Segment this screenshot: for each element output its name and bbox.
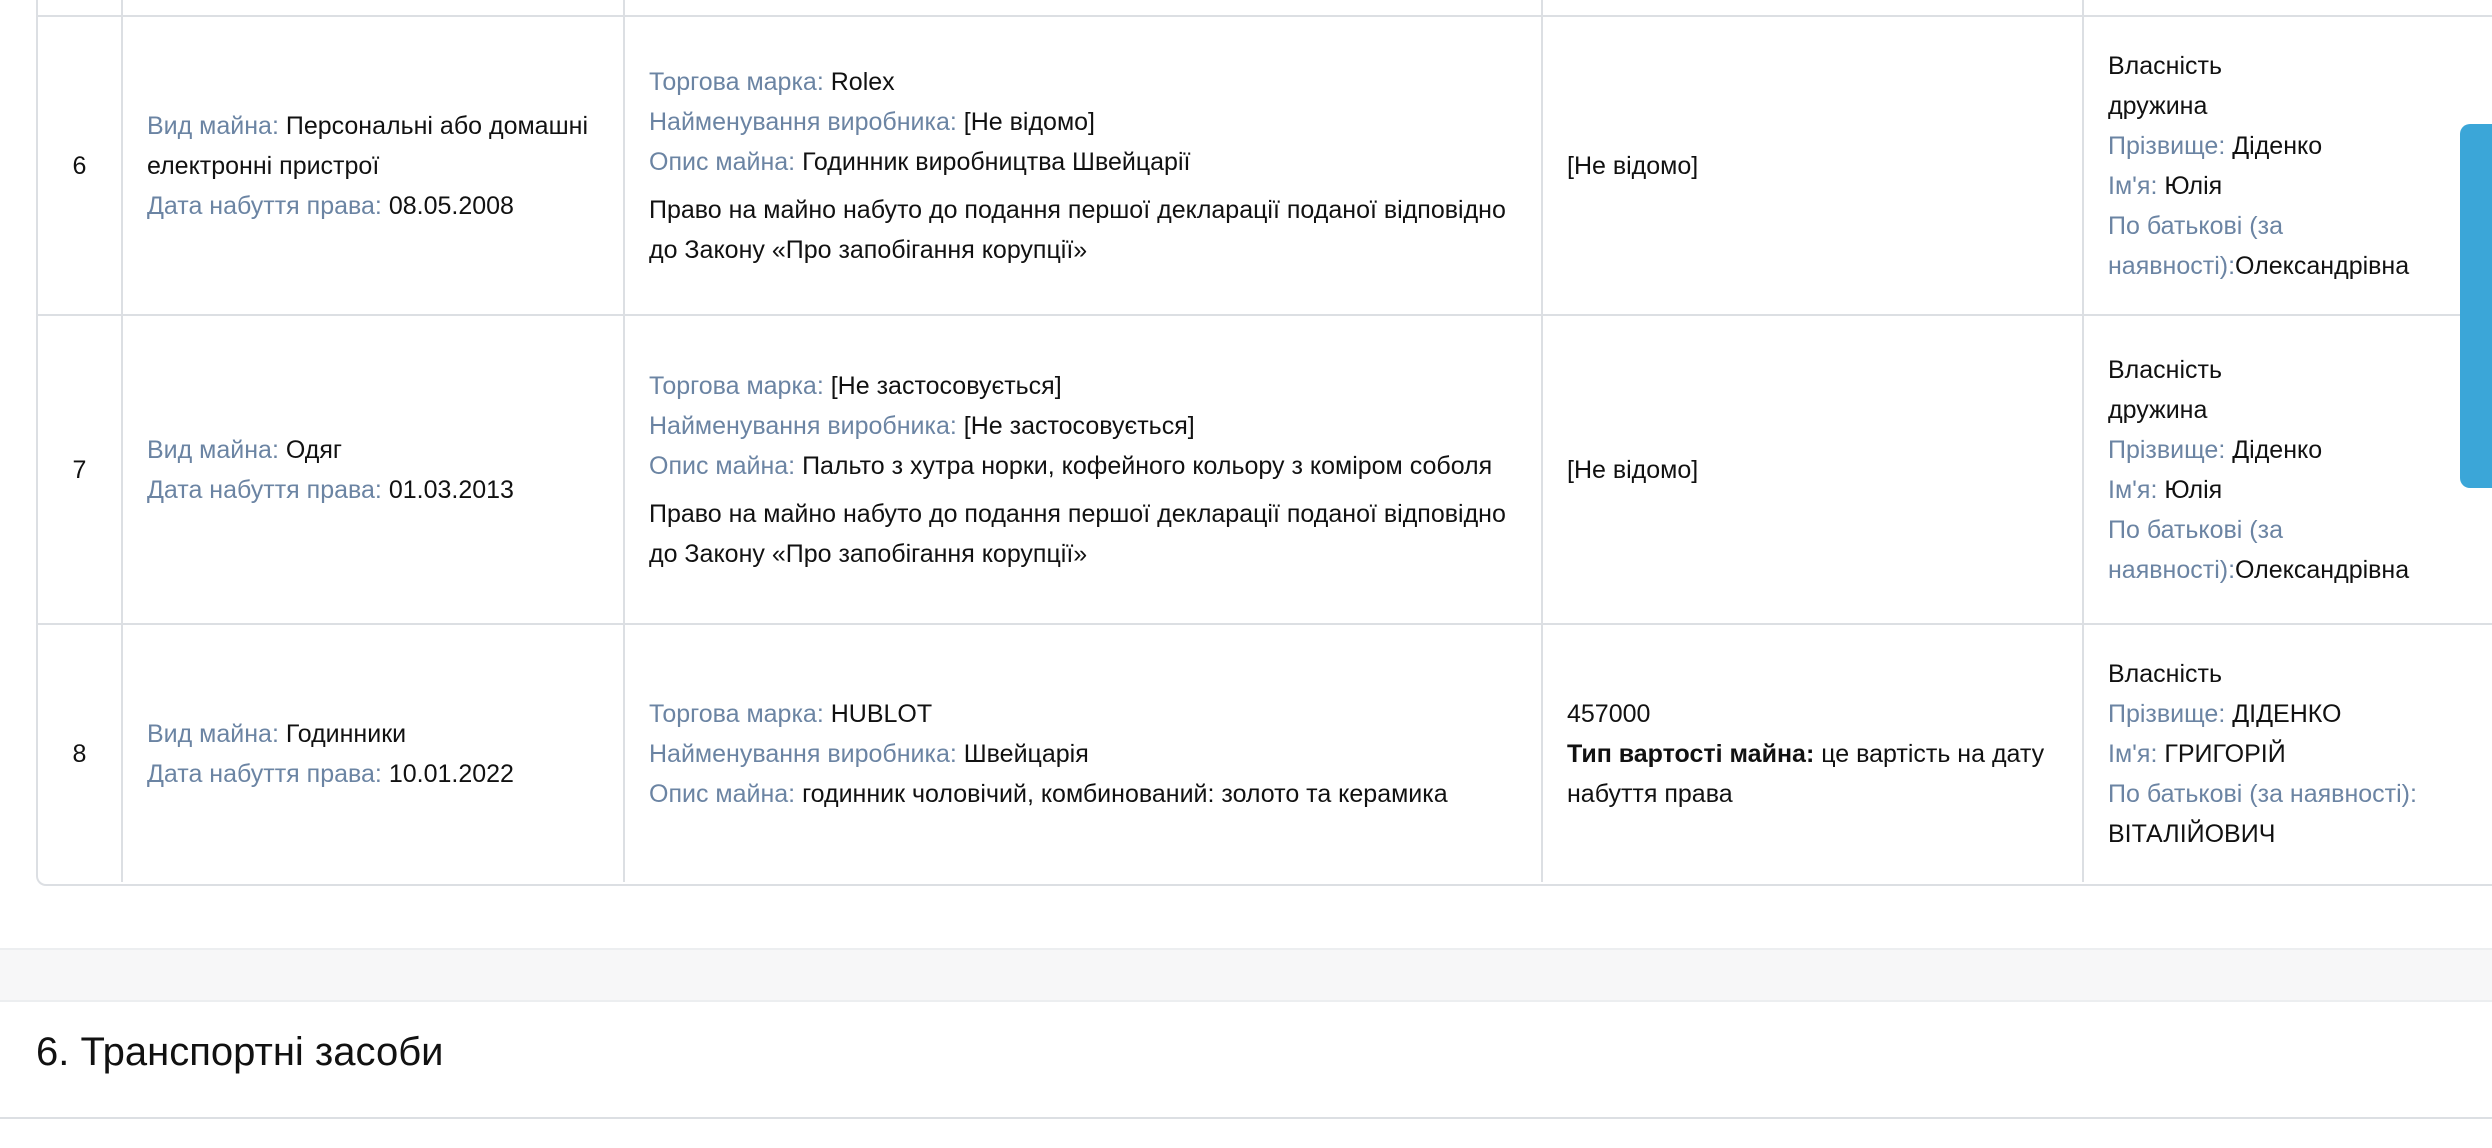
surname-label: Прізвище: <box>2108 435 2226 464</box>
section-rule <box>0 1117 2492 1119</box>
brand-label: Торгова марка: <box>649 371 824 400</box>
owner-relation: дружина <box>2108 91 2208 120</box>
description-value: Годинник виробництва Швейцарії <box>802 147 1191 176</box>
value-type-value: це вартість на дату набуття права <box>1567 739 2045 808</box>
description-label: Опис майна: <box>649 451 796 480</box>
ownership-type: Власність <box>2108 355 2223 384</box>
surname-value: Діденко <box>2232 435 2323 464</box>
first-name-label: Ім'я: <box>2108 171 2158 200</box>
acquired-date-label: Дата набуття права: <box>147 191 382 220</box>
table-row <box>38 315 2492 624</box>
value-cell <box>1542 315 2083 624</box>
section-divider <box>0 948 2492 1002</box>
value-amount: [Не відомо] <box>1567 455 1699 484</box>
value-cell <box>1542 16 2083 315</box>
property-type-label: Вид майна: <box>147 719 279 748</box>
property-details-cell <box>624 16 1542 315</box>
description-value: Пальто з хутра норки, кофейного кольору з коміром соболя <box>802 451 1493 480</box>
value-type-label: Тип вартості майна: <box>1567 739 1815 768</box>
brand-label: Торгова марка: <box>649 67 824 96</box>
first-name-value: Юлія <box>2164 171 2223 200</box>
owner-relation: дружина <box>2108 395 2208 424</box>
patronymic-label: По батькові (за наявності): <box>2108 211 2283 280</box>
patronymic-label: По батькові (за наявності): <box>2108 515 2283 584</box>
surname-value: ДІДЕНКО <box>2232 699 2342 728</box>
first-name-label: Ім'я: <box>2108 475 2158 504</box>
owner-cell <box>2083 624 2492 882</box>
value-amount: 457000 <box>1567 699 1651 728</box>
manufacturer-value: [Не застосовується] <box>963 411 1195 440</box>
movable-property-table <box>36 0 2492 886</box>
acquired-date-label: Дата набуття права: <box>147 759 382 788</box>
property-type-cell <box>122 16 624 315</box>
table-row-previous <box>38 0 2492 16</box>
property-details-cell <box>624 624 1542 882</box>
property-type-value: Годинники <box>285 719 407 748</box>
brand-value: Rolex <box>830 67 895 96</box>
property-type-label: Вид майна: <box>147 435 279 464</box>
manufacturer-label: Найменування виробника: <box>649 411 957 440</box>
patronymic-value: Олександрівна <box>2235 555 2410 584</box>
table-row <box>38 624 2492 882</box>
first-name-value: ГРИГОРІЙ <box>2164 739 2286 768</box>
patronymic-value: Олександрівна <box>2235 251 2410 280</box>
first-name-label: Ім'я: <box>2108 739 2158 768</box>
manufacturer-label: Найменування виробника: <box>649 739 957 768</box>
brand-value: HUBLOT <box>830 699 933 728</box>
patronymic-value: ВІТАЛІЙОВИЧ <box>2108 819 2276 848</box>
description-label: Опис майна: <box>649 147 796 176</box>
section-title: 6. Транспортні засоби <box>36 1030 444 1074</box>
brand-label: Торгова марка: <box>649 699 824 728</box>
surname-label: Прізвище: <box>2108 131 2226 160</box>
property-type-value: Персональні або домашні електронні пристрої <box>147 111 589 180</box>
manufacturer-value: [Не відомо] <box>963 107 1095 136</box>
acquisition-note: Право на майно набуто до подання першої декларації поданої відповідно до Закону «Про запобігання корупції» <box>649 195 1506 264</box>
property-type-value: Одяг <box>285 435 342 464</box>
ownership-type: Власність <box>2108 51 2223 80</box>
owner-cell <box>2083 315 2492 624</box>
acquired-date-value: 08.05.2008 <box>388 191 514 220</box>
value-amount: [Не відомо] <box>1567 151 1699 180</box>
property-type-label: Вид майна: <box>147 111 279 140</box>
acquired-date-label: Дата набуття права: <box>147 475 382 504</box>
manufacturer-value: Швейцарія <box>963 739 1089 768</box>
property-type-cell <box>122 315 624 624</box>
row-number: 6 <box>38 16 122 315</box>
row-number: 7 <box>38 315 122 624</box>
property-details-cell <box>624 315 1542 624</box>
acquisition-note: Право на майно набуто до подання першої декларації поданої відповідно до Закону «Про запобігання корупції» <box>649 499 1506 568</box>
feedback-side-tab[interactable] <box>2460 124 2492 488</box>
table-row <box>38 16 2492 315</box>
brand-value: [Не застосовується] <box>830 371 1062 400</box>
ownership-type: Власність <box>2108 659 2223 688</box>
surname-label: Прізвище: <box>2108 699 2226 728</box>
description-value: годинник чоловічий, комбинований: золото та керамика <box>802 779 1448 808</box>
manufacturer-label: Найменування виробника: <box>649 107 957 136</box>
property-type-cell <box>122 624 624 882</box>
acquired-date-value: 10.01.2022 <box>388 759 514 788</box>
acquired-date-value: 01.03.2013 <box>388 475 514 504</box>
surname-value: Діденко <box>2232 131 2323 160</box>
row-number: 8 <box>38 624 122 882</box>
description-label: Опис майна: <box>649 779 796 808</box>
first-name-value: Юлія <box>2164 475 2223 504</box>
patronymic-label: По батькові (за наявності): <box>2108 779 2417 808</box>
owner-cell <box>2083 16 2492 315</box>
value-cell <box>1542 624 2083 882</box>
